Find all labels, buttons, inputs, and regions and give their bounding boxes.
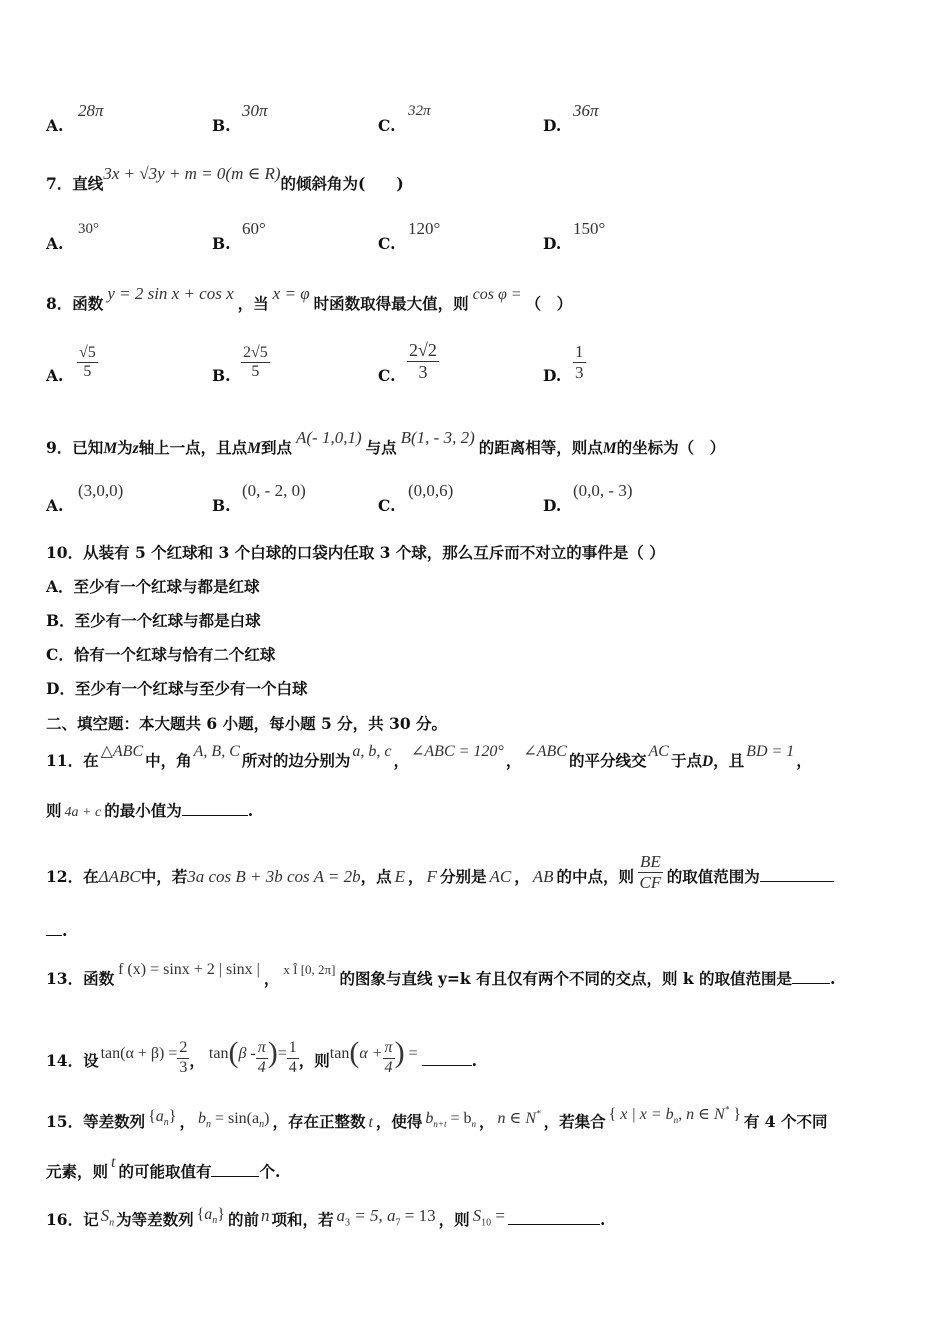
q13-text-1: 函数 (83, 969, 115, 988)
q9-number: 9． (46, 438, 73, 457)
q16-a7-sub: 7 (395, 1217, 401, 1229)
q15-answer-blank[interactable] (211, 1176, 259, 1177)
q7-option-c-value: 120° (408, 219, 441, 238)
q11-line-2 (46, 799, 253, 821)
q10-option-b: B．至少有一个红球与都是白球 (46, 611, 261, 630)
q14-beta-minus: β - (238, 1045, 256, 1062)
q8-option-a-denominator: 5 (83, 363, 92, 381)
q9-text-4: 到点 (260, 438, 292, 457)
q8-text-mid2: 时函数取得最大值，则 (313, 294, 469, 313)
q15-text-2: ， (179, 1112, 195, 1131)
q14-fraction-2-den: 4 (257, 1058, 266, 1076)
q8-option-d-numerator: 1 (575, 342, 584, 361)
q12-tail: . (62, 921, 68, 940)
q11-text-6: 的平分线交 (568, 751, 647, 770)
q15-a-sub: n (163, 1117, 169, 1129)
q13-answer-blank[interactable] (792, 983, 830, 984)
q15-close-paren: ) (264, 1110, 270, 1127)
q10-option-c: C．恰有一个红球与恰有二个红球 (46, 645, 276, 664)
q9-option-a-value: (3,0,0) (78, 481, 124, 500)
q15-bn-sub: n (471, 1119, 477, 1130)
q8-option-b-denominator: 5 (251, 363, 260, 381)
q16-n: n (261, 1206, 270, 1225)
q15-b2-sub: n+t (433, 1119, 447, 1130)
q13-text-3: 的图象与直线 y=k 有且仅有两个不同的交点，则 k 的取值范围是 (339, 969, 793, 988)
q10-option-d: D．至少有一个红球与至少有一个白球 (46, 679, 308, 698)
q8-option-b-numerator: 2√5 (241, 344, 270, 363)
q14-fraction-3 (287, 1039, 299, 1077)
q16-a7-value: = 13 (400, 1206, 436, 1225)
q15-set-n: , n ∈ N (678, 1106, 725, 1123)
q8-stem (46, 284, 573, 314)
q8-option-c-letter: C. (378, 366, 396, 385)
q9-point-b: B(1, - 3, 2) (400, 428, 475, 447)
q8-option-b-letter: B. (212, 366, 231, 385)
q14-tan-3: tan (329, 1045, 350, 1062)
q10-stem: 10．从装有 5 个红球和 3 个白球的口袋内任取 3 个球，那么互斥而不对立的事件是（ ） (46, 543, 665, 562)
q12-stem (46, 852, 834, 898)
q9-option-a-letter: A. (46, 496, 64, 515)
q7-option-a-letter: A. (46, 234, 64, 253)
q16-text-2: 为等差数列 (116, 1210, 194, 1229)
q14-text-4: . (471, 1051, 477, 1070)
q15-set: { x | $x = b_n$, n ∈ N* } (608, 1104, 741, 1126)
q11-text-5: ， (505, 751, 522, 770)
q14-stem (46, 1036, 477, 1081)
q6-option-d-letter: D. (543, 116, 562, 135)
q12-text-6: ， (514, 867, 530, 887)
q7-option-d-value: 150° (573, 219, 606, 238)
q14-alpha-plus: α + (359, 1045, 383, 1062)
q7-option-b-letter: B. (212, 234, 231, 253)
q11-text-4: ， (393, 751, 409, 770)
q15-stem (46, 1104, 828, 1134)
q11-angle-abc: ∠ABC (523, 743, 567, 760)
q9-z-axis: z (132, 440, 139, 457)
q14-paren-close-1: ) (267, 1036, 278, 1069)
q13-domain: x Î [0, 2π] (283, 962, 336, 977)
q16-text-1: 记 (83, 1210, 99, 1229)
q14-fraction-2 (256, 1039, 268, 1077)
q15-text-10: 个. (259, 1162, 281, 1181)
q15-text-1: 等差数列 (83, 1112, 146, 1131)
q15-b2: b (425, 1110, 434, 1127)
q15-sequence-a: $\{a_n\}$ (148, 1108, 177, 1129)
q16-a3: a (336, 1206, 346, 1225)
q14-fraction-4-den: 4 (384, 1058, 393, 1076)
q15-an-sub: n (259, 1119, 265, 1131)
q15-text-7: 有 4 个不同 (743, 1112, 828, 1131)
q6-option-a-letter: A. (46, 116, 64, 135)
q13-stem (46, 961, 836, 989)
q13-function: f (x) = sinx + 2 | sinx | (118, 961, 260, 978)
q12-text-5: 分别是 (439, 867, 487, 887)
q15-sin-an: = sin(a (210, 1110, 260, 1127)
q14-fraction-2-num: π (256, 1039, 268, 1058)
q9-option-d-letter: D. (543, 496, 562, 515)
q6-option-b-letter: B. (212, 116, 231, 135)
q15-line-2 (46, 1154, 281, 1182)
q11-answer-blank[interactable] (182, 815, 248, 816)
q8-cos-phi: cos φ = (472, 286, 522, 303)
q14-answer-blank[interactable] (422, 1065, 472, 1066)
q14-fraction-3-den: 4 (288, 1058, 297, 1076)
q15-b: b (197, 1110, 206, 1127)
q16-s-sub: n (109, 1217, 115, 1229)
q15-set-sub: n (673, 1115, 679, 1126)
q12-triangle: ΔABC (98, 867, 141, 887)
q8-text-mid: ，当 (237, 294, 269, 313)
q11-number: 11． (46, 751, 84, 770)
q14-equals-1: = (277, 1045, 287, 1062)
section-2-heading: 二、填空题：本大题共 6 小题，每小题 5 分，共 30 分。 (46, 714, 448, 733)
q16-a7: = 5, a (350, 1206, 396, 1225)
q11-text-3: 所对的边分别为 (241, 751, 351, 770)
q14-tan-sum: tan(α + β) = (100, 1045, 178, 1062)
q16-s10 (472, 1206, 505, 1229)
q15-t-2: t (111, 1154, 116, 1171)
q7-text-pre: 直线 (72, 174, 104, 193)
q15-number: 15． (46, 1112, 84, 1131)
q14-paren-open-2: ( (349, 1036, 360, 1069)
q10-option-a: A．至少有一个红球与都是红球 (46, 577, 260, 596)
q9-option-b-value: (0, - 2, 0) (242, 481, 306, 500)
q14-text-3: ，则 (298, 1051, 330, 1070)
q11-angle-value: ∠ABC = 120° (411, 743, 504, 760)
q16-a-sub: n (212, 1215, 218, 1227)
q6-option-a-value: 28π (78, 101, 104, 120)
q8-text-post: （ ） (525, 294, 573, 313)
q9-text-7: 的坐标为（ ） (616, 438, 726, 457)
q11-stem (46, 743, 812, 771)
q8-number: 8． (46, 294, 73, 313)
q14-tan-2: tan (208, 1045, 229, 1062)
q8-option-d-fraction (573, 342, 586, 382)
q15-eq-bn: = b (446, 1110, 472, 1127)
q14-fraction-1-num: 2 (177, 1039, 189, 1058)
q9-point-m-3: M (602, 440, 617, 457)
q16-sn (100, 1206, 115, 1229)
q12-answer-blank[interactable] (760, 881, 834, 882)
q12-text-7: 的中点，则 (556, 867, 634, 887)
q11-expression: 4a + c (64, 805, 102, 820)
q14-fraction-3-num: 1 (287, 1039, 299, 1058)
q8-option-d-denominator: 3 (575, 362, 584, 382)
q15-text-3: ，存在正整数 (272, 1112, 366, 1131)
q12-text-4: ， (408, 867, 424, 887)
q7-number: 7． (46, 174, 73, 193)
q9-option-c-letter: C. (378, 496, 396, 515)
q11-text-1: 在 (83, 751, 99, 770)
q9-point-m: M (103, 440, 118, 457)
q14-fraction-4-num: π (383, 1039, 395, 1058)
q6-option-c-value: 32π (408, 103, 431, 119)
q15-text-6: ，若集合 (543, 1112, 606, 1131)
q15-b-sub: n (205, 1119, 211, 1131)
q11-sides: a, b, c (352, 743, 392, 760)
q11-point-d: D (701, 753, 714, 770)
q15-t: t (368, 1114, 373, 1131)
q13-number: 13． (46, 969, 84, 988)
q12-point-e: E (394, 867, 406, 887)
q16-sequence-a: $\{a_n\}$ (196, 1206, 225, 1227)
q11-text-9: ， (796, 751, 812, 770)
q7-stem (46, 164, 404, 194)
q12-point-f: F (426, 867, 437, 887)
q16-a3-sub: 3 (345, 1217, 351, 1229)
q12-ratio-denominator: CF (639, 872, 662, 892)
q9-text-2: 为 (117, 438, 133, 457)
q16-text-6: . (599, 1210, 606, 1229)
q11-triangle: △ABC (100, 743, 144, 760)
q15-n-star: * (536, 1108, 541, 1119)
q15-bn-def (197, 1110, 270, 1131)
q12-ratio-numerator: BE (640, 852, 661, 871)
q16-s10-s: S (472, 1206, 482, 1225)
q15-text-4: ，使得 (375, 1112, 423, 1131)
q7-option-b-value: 60° (242, 219, 266, 238)
q11-text-7: 于点 (670, 751, 702, 770)
q12-number: 12． (46, 867, 84, 887)
q11-text-12: . (247, 801, 254, 820)
q15-n-in-n (498, 1110, 541, 1127)
q15-set-body: x | x = b (620, 1106, 674, 1123)
q11-bd-value: BD = 1 (746, 743, 795, 760)
q14-equals-2: = (408, 1045, 418, 1062)
q14-fraction-4 (383, 1039, 395, 1077)
q16-text-3: 的前 (227, 1210, 259, 1229)
q16-s10-sub: 10 (481, 1217, 492, 1229)
q16-s10-eq: = (491, 1206, 505, 1225)
q9-text-1: 已知 (72, 438, 104, 457)
q9-point-a: A(- 1,0,1) (296, 428, 362, 447)
q12-text-1: 在 (83, 867, 99, 887)
q6-option-c-letter: C. (378, 116, 396, 135)
q8-option-a-numerator: √5 (77, 344, 98, 363)
q9-text-3: 轴上一点，且点 (138, 438, 248, 457)
q8-x-phi: x = φ (272, 284, 310, 303)
q14-number: 14． (46, 1051, 84, 1070)
q16-stem (46, 1208, 605, 1232)
q15-period-eq (425, 1110, 477, 1130)
q8-option-c-denominator: 3 (418, 361, 428, 382)
q15-a: a (155, 1108, 164, 1125)
q14-text-1: 设 (83, 1051, 99, 1070)
q13-text-4: . (830, 969, 836, 988)
q12-line-2 (46, 921, 67, 940)
q13-text-2: ， (263, 969, 280, 988)
q7-option-a-value: 30° (78, 221, 99, 237)
q9-text-5: 与点 (365, 438, 397, 457)
q7-option-c-letter: C. (378, 234, 396, 253)
q8-option-c-numerator: 2√2 (409, 340, 437, 360)
q12-text-3: ，点 (360, 867, 392, 887)
q15-set-star: * (724, 1104, 730, 1115)
q11-text-8: ，且 (713, 751, 745, 770)
q12-equation: 3a cos B + 3b cos A = 2b (187, 867, 361, 887)
q9-option-d-value: (0,0, - 3) (573, 481, 633, 500)
q11-segment-ac: AC (648, 743, 669, 760)
q9-stem (46, 428, 726, 458)
q15-text-5: ， (479, 1112, 495, 1131)
q16-text-5: ，则 (438, 1210, 470, 1229)
q14-paren-close-2: ) (394, 1036, 405, 1069)
q12-ratio (638, 852, 663, 892)
q11-angles: A, B, C (193, 743, 240, 760)
q14-fraction-1 (177, 1039, 189, 1077)
q16-a: a (204, 1206, 213, 1223)
q8-option-d-letter: D. (543, 366, 562, 385)
q16-number: 16． (46, 1210, 84, 1229)
q8-option-c-fraction (407, 340, 439, 382)
q11-text-2: 中，角 (145, 751, 192, 770)
q16-s: S (100, 1206, 110, 1225)
q8-option-a-fraction (77, 344, 98, 382)
q16-text-4: 项和，若 (271, 1210, 334, 1229)
q7-option-d-letter: D. (543, 234, 562, 253)
q15-text-8: 元素，则 (46, 1162, 109, 1181)
q8-option-a-letter: A. (46, 366, 64, 385)
q9-text-6: 的距离相等，则点 (478, 438, 603, 457)
q12-text-2: 中，若 (140, 867, 188, 887)
q12-segment-ab: AB (532, 867, 554, 887)
q11-text-11: 的最小值为 (104, 801, 182, 820)
q9-point-m-2: M (247, 440, 261, 457)
q15-text-9: 的可能取值有 (118, 1162, 212, 1181)
q8-option-b-fraction (241, 344, 270, 382)
q15-n-set: n ∈ N (497, 1110, 537, 1127)
q7-text-post: 的倾斜角为( ) (280, 174, 404, 193)
q8-function: y = 2 sin x + cos x (107, 284, 234, 303)
q9-option-c-value: (0,0,6) (408, 481, 454, 500)
q8-text-pre: 函数 (72, 294, 104, 313)
q12-segment-ac: AC (489, 867, 512, 887)
q14-text-2: ， (189, 1051, 205, 1070)
q9-option-b-letter: B. (212, 496, 231, 515)
q7-equation: 3x + √3y + m = 0(m ∈ R) (103, 164, 281, 183)
q6-option-d-value: 36π (573, 101, 599, 120)
q16-terms (336, 1206, 436, 1229)
q12-text-8: 的取值范围为 (666, 867, 760, 887)
q11-text-10: 则 (46, 801, 62, 820)
q14-paren-open-1: ( (228, 1036, 239, 1069)
q16-answer-blank[interactable] (508, 1224, 600, 1225)
q6-option-b-value: 30π (242, 101, 268, 120)
q14-fraction-1-den: 3 (179, 1058, 188, 1076)
q12-answer-blank-cont[interactable] (46, 935, 62, 936)
